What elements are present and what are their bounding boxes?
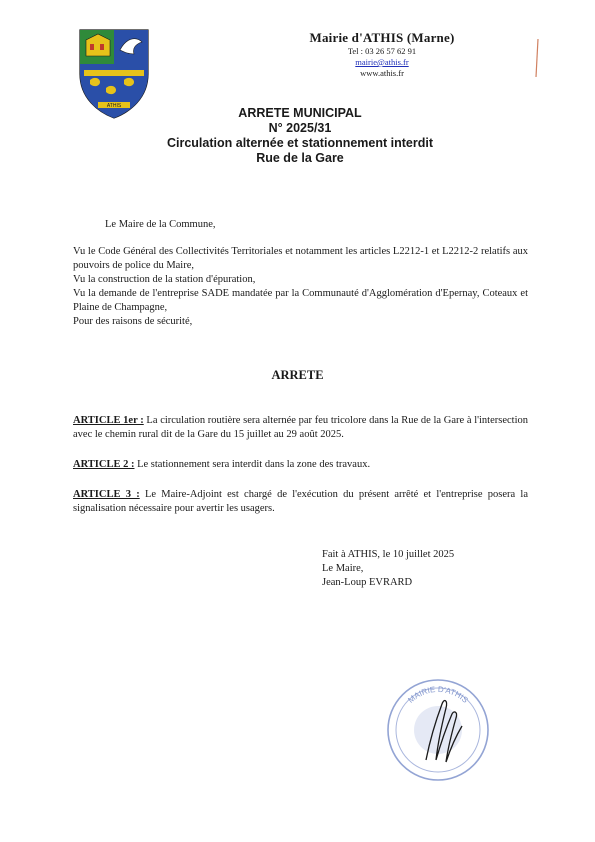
preamble-considerations [73, 245, 528, 329]
email-link[interactable]: mairie@athis.fr [355, 57, 409, 67]
signatory-role: Le Maire, [322, 563, 364, 574]
article-2 [73, 458, 528, 472]
article-1-label: ARTICLE 1er : [73, 415, 144, 426]
vu-demande: Vu la demande de l'entreprise SADE mandatée par la Communauté d'Agglomération d'Epernay, Coteaux et Plaine de Champagne, [73, 288, 528, 313]
title-line-2: N° 2025/31 [268, 121, 332, 135]
article-1 [73, 414, 528, 442]
article-3 [73, 488, 528, 516]
security-reason: Pour des raisons de sécurité, [73, 316, 193, 327]
phone-number: Tel : 03 26 57 62 91 [347, 46, 417, 56]
title-line-4: Rue de la Gare [256, 151, 344, 165]
place-date: Fait à ATHIS, le 10 juillet 2025 [322, 549, 455, 560]
pen-mark-decoration [534, 38, 540, 78]
stamp-text: MAIRIE D'ATHIS [406, 684, 470, 705]
title-line-1: ARRETE MUNICIPAL [238, 106, 362, 120]
article-3-text: Le Maire-Adjoint est chargé de l'exécution du présent arrêté et l'entreprise posera la signalisation nécessaire pour avertir les usagers. [73, 489, 528, 514]
article-1-text: La circulation routière sera alternée par feu tricolore dans la Rue de la Gare à l'intersection avec le chemin rural dit de la Gare du 15 juillet au 29 août 2025. [73, 415, 528, 440]
vu-code-general: Vu le Code Général des Collectivités Territoriales et notamment les articles L2212-1 et L2212-2 relatifs aux pouvoirs de police du Maire, [73, 246, 528, 271]
mairie-header [282, 30, 482, 79]
article-2-text: Le stationnement sera interdit dans la zone des travaux. [134, 459, 371, 470]
article-2-label: ARTICLE 2 : [73, 459, 135, 470]
vu-station: Vu la construction de la station d'épuration, [73, 274, 256, 285]
decree-title [60, 106, 540, 166]
article-3-label: ARTICLE 3 : [73, 489, 140, 500]
mairie-name: Mairie d'ATHIS (Marne) [309, 30, 455, 45]
signatory-name: Jean-Loup EVRARD [322, 577, 413, 588]
preamble-intro [73, 218, 528, 232]
intro-line: Le Maire de la Commune, [105, 219, 216, 230]
crest-motto: ATHIS [106, 103, 122, 109]
signature-block [322, 548, 454, 590]
official-stamp [378, 670, 498, 790]
title-line-3: Circulation alternée et stationnement interdit [166, 136, 433, 150]
website-link[interactable]: www.athis.fr [360, 68, 404, 78]
decision-heading: ARRETE [271, 368, 324, 382]
